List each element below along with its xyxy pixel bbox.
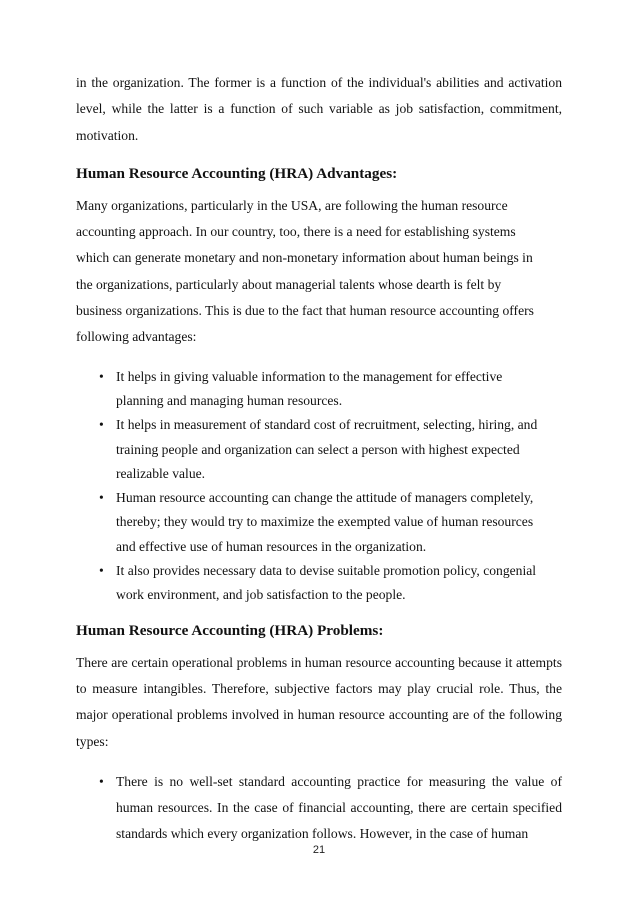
- bullet-line: Human resource accounting can change the attitude of managers completely,: [116, 490, 534, 506]
- bullet-line: It helps in giving valuable information to the management for effective: [116, 368, 503, 384]
- bullet-text: There is no well-set standard accounting practice for measuring the value of human resources. In the case of financial accounting, there are certain specified standards which every organization follows. However, in the case of human: [116, 773, 562, 841]
- bullet-icon: •: [99, 563, 104, 579]
- advantages-heading: Human Resource Accounting (HRA) Advantages:: [76, 164, 398, 182]
- advantages-line: accounting approach. In our country, too, there is a need for establishing systems: [76, 224, 516, 240]
- bullet-line: It helps in measurement of standard cost of recruitment, selecting, hiring, and: [116, 417, 538, 433]
- advantages-paragraph: [76, 193, 562, 351]
- advantages-line: the organizations, particularly about managerial talents whose dearth is felt by: [76, 276, 502, 292]
- document-page: [76, 70, 562, 847]
- problems-paragraph: There are certain operational problems in human resource accounting because it attempts to measure intangibles. Therefore, subjective factors may play crucial role. Thus, the major operational problems involved in human resource accounting are of the following types:: [76, 654, 562, 749]
- advantages-line: which can generate monetary and non-monetary information about human beings in: [76, 250, 533, 266]
- bullet-icon: •: [99, 773, 104, 789]
- advantages-list: [76, 365, 562, 608]
- bullet-line: It also provides necessary data to devise suitable promotion policy, congenial: [116, 563, 537, 579]
- problems-list: [76, 769, 562, 847]
- list-item: [76, 769, 562, 847]
- list-item: [76, 413, 562, 486]
- problems-heading: Human Resource Accounting (HRA) Problems:: [76, 621, 384, 639]
- intro-paragraph: in the organization. The former is a function of the individual's abilities and activation level, while the latter is a function of such variable as job satisfaction, commitment, motivation.: [76, 75, 562, 143]
- bullet-line: training people and organization can select a person with highest expected: [116, 441, 520, 457]
- advantages-line: following advantages:: [76, 329, 197, 345]
- page-number: 21: [312, 844, 326, 856]
- bullet-line: planning and managing human resources.: [116, 392, 343, 408]
- list-item: [76, 559, 562, 608]
- advantages-line: business organizations. This is due to the fact that human resource accounting offers: [76, 303, 534, 319]
- bullet-icon: •: [99, 490, 104, 506]
- list-item: [76, 486, 562, 559]
- bullet-icon: •: [99, 417, 104, 433]
- bullet-line: work environment, and job satisfaction to the people.: [116, 587, 406, 603]
- bullet-line: and effective use of human resources in the organization.: [116, 538, 427, 554]
- advantages-line: Many organizations, particularly in the USA, are following the human resource: [76, 197, 508, 213]
- list-item: [76, 365, 562, 414]
- bullet-line: thereby; they would try to maximize the exempted value of human resources: [116, 514, 534, 530]
- bullet-line: realizable value.: [116, 465, 206, 481]
- bullet-icon: •: [99, 368, 104, 384]
